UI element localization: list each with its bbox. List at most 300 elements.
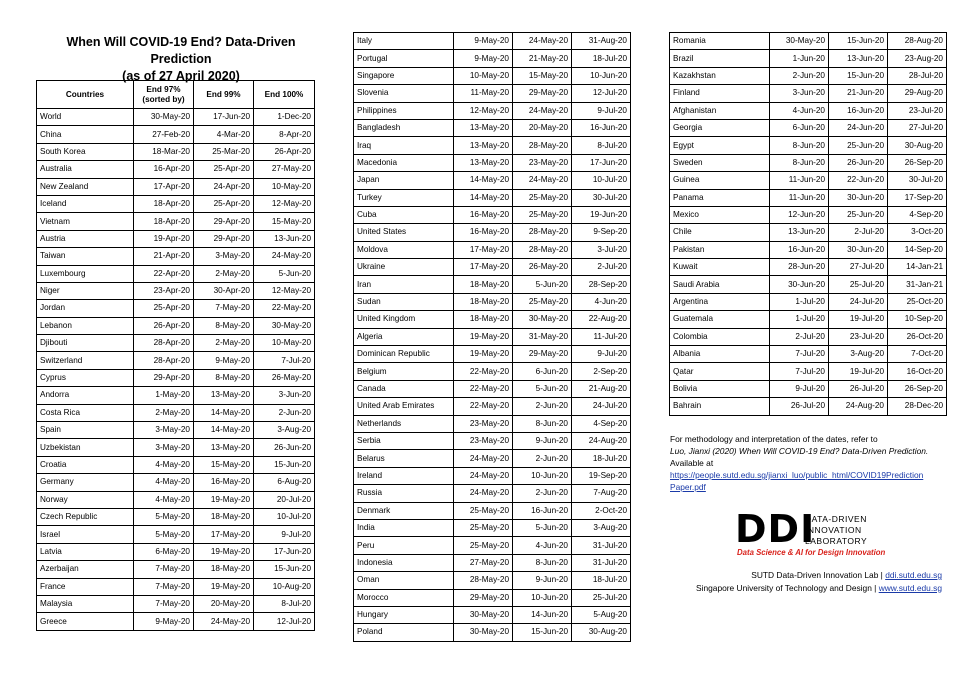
footer <box>670 569 942 594</box>
end-100-cell: 24-May-20 <box>254 248 315 265</box>
table-row <box>37 126 315 143</box>
table-row <box>37 456 315 473</box>
end-99-cell: 4-Jun-20 <box>513 537 572 554</box>
end-97-cell: 22-May-20 <box>454 398 513 415</box>
end-97-cell: 25-May-20 <box>454 537 513 554</box>
end-100-cell: 4-Sep-20 <box>572 415 631 432</box>
country-cell: World <box>37 109 134 126</box>
end-100-cell: 10-Jun-20 <box>572 67 631 84</box>
table-row <box>670 119 947 136</box>
end-97-cell: 4-Jun-20 <box>770 102 829 119</box>
ddi-logo-text: DATA-DRIVEN INNOVATION LABORATORY <box>805 514 868 546</box>
end-97-cell: 23-Apr-20 <box>134 282 194 299</box>
end-100-cell: 30-Aug-20 <box>572 624 631 641</box>
end-100-cell: 12-May-20 <box>254 282 315 299</box>
end-97-cell: 22-Apr-20 <box>134 265 194 282</box>
end-100-cell: 27-May-20 <box>254 161 315 178</box>
table-row <box>37 195 315 212</box>
country-cell: Macedonia <box>354 154 454 171</box>
end-97-cell: 3-Jun-20 <box>770 85 829 102</box>
end-99-cell: 22-Jun-20 <box>829 172 888 189</box>
country-cell: Taiwan <box>37 248 134 265</box>
end-97-cell: 28-May-20 <box>454 572 513 589</box>
table-row <box>354 276 631 293</box>
end-99-cell: 9-Jun-20 <box>513 572 572 589</box>
end-99-cell: 9-May-20 <box>194 352 254 369</box>
table-row <box>670 311 947 328</box>
end-100-cell: 31-Aug-20 <box>572 33 631 50</box>
country-cell: Philippines <box>354 102 454 119</box>
end-100-cell: 10-Sep-20 <box>888 311 947 328</box>
end-97-cell: 29-Apr-20 <box>134 369 194 386</box>
country-cell: Costa Rica <box>37 404 134 421</box>
country-cell: Guinea <box>670 172 770 189</box>
end-99-cell: 2-May-20 <box>194 335 254 352</box>
end-99-cell: 28-May-20 <box>513 137 572 154</box>
country-cell: Switzerland <box>37 352 134 369</box>
country-cell: Norway <box>37 491 134 508</box>
end-97-cell: 19-May-20 <box>454 346 513 363</box>
table-row <box>354 311 631 328</box>
note-intro: For methodology and interpretation of the dates, refer to <box>670 434 878 444</box>
table-row <box>37 300 315 317</box>
country-cell: Singapore <box>354 67 454 84</box>
note-citation: Luo, Jianxi (2020) When Will COVID-19 End? Data-Driven Prediction. <box>670 446 929 456</box>
table-row <box>37 613 315 630</box>
country-cell: Ireland <box>354 467 454 484</box>
end-99-cell: 14-May-20 <box>194 404 254 421</box>
end-99-cell: 25-Apr-20 <box>194 161 254 178</box>
country-cell: Qatar <box>670 363 770 380</box>
end-97-cell: 25-May-20 <box>454 502 513 519</box>
end-97-cell: 4-May-20 <box>134 456 194 473</box>
end-97-cell: 28-Apr-20 <box>134 335 194 352</box>
table-row <box>37 543 315 560</box>
end-97-cell: 9-May-20 <box>454 33 513 50</box>
end-100-cell: 25-Jul-20 <box>572 589 631 606</box>
end-100-cell: 5-Aug-20 <box>572 606 631 623</box>
end-97-cell: 2-Jul-20 <box>770 328 829 345</box>
end-100-cell: 30-Aug-20 <box>888 137 947 154</box>
country-cell: Djibouti <box>37 335 134 352</box>
end-100-cell: 4-Sep-20 <box>888 206 947 223</box>
end-100-cell: 26-Sep-20 <box>888 380 947 397</box>
end-99-cell: 13-May-20 <box>194 439 254 456</box>
table-row <box>670 137 947 154</box>
country-cell: Jordan <box>37 300 134 317</box>
end-100-cell: 26-Apr-20 <box>254 143 315 160</box>
footer-lab-line: SUTD Data-Driven Innovation Lab | ddi.sutd.edu.sg <box>751 570 942 580</box>
end-99-cell: 21-May-20 <box>513 50 572 67</box>
country-cell: Poland <box>354 624 454 641</box>
country-cell: India <box>354 519 454 536</box>
country-cell: Canada <box>354 380 454 397</box>
table-row <box>37 248 315 265</box>
ddi-logo-mark: DDI <box>735 507 816 551</box>
end-100-cell: 6-Aug-20 <box>254 474 315 491</box>
end-99-cell: 6-Jun-20 <box>513 363 572 380</box>
end-100-cell: 17-Jun-20 <box>572 154 631 171</box>
end-100-cell: 10-Jul-20 <box>254 508 315 525</box>
header-end-99: End 99% <box>194 81 254 109</box>
end-100-cell: 2-Oct-20 <box>572 502 631 519</box>
end-100-cell: 31-Jul-20 <box>572 537 631 554</box>
end-97-cell: 7-May-20 <box>134 578 194 595</box>
end-100-cell: 25-Oct-20 <box>888 293 947 310</box>
end-100-cell: 31-Jul-20 <box>572 554 631 571</box>
end-97-cell: 30-May-20 <box>454 606 513 623</box>
end-99-cell: 24-May-20 <box>513 172 572 189</box>
end-99-cell: 18-May-20 <box>194 508 254 525</box>
end-100-cell: 14-Sep-20 <box>888 241 947 258</box>
end-97-cell: 24-May-20 <box>454 485 513 502</box>
lab-link[interactable]: ddi.sutd.edu.sg <box>885 570 942 580</box>
end-99-cell: 2-Jun-20 <box>513 398 572 415</box>
country-cell: Denmark <box>354 502 454 519</box>
end-100-cell: 10-Aug-20 <box>254 578 315 595</box>
table-row <box>670 398 947 415</box>
country-cell: Oman <box>354 572 454 589</box>
country-cell: Moldova <box>354 241 454 258</box>
table-row <box>37 491 315 508</box>
header-end-100: End 100% <box>254 81 315 109</box>
end-97-cell: 7-Jul-20 <box>770 363 829 380</box>
table-row <box>670 206 947 223</box>
end-99-cell: 10-Jun-20 <box>513 467 572 484</box>
end-100-cell: 23-Jul-20 <box>888 102 947 119</box>
table-row <box>37 352 315 369</box>
end-100-cell: 16-Jun-20 <box>572 119 631 136</box>
end-99-cell: 8-May-20 <box>194 369 254 386</box>
end-99-cell: 15-Jun-20 <box>513 624 572 641</box>
table-row <box>670 102 947 119</box>
table-row <box>354 572 631 589</box>
country-cell: Indonesia <box>354 554 454 571</box>
table-row <box>37 439 315 456</box>
table-row <box>670 363 947 380</box>
table-row <box>354 606 631 623</box>
country-cell: Iceland <box>37 195 134 212</box>
end-97-cell: 13-May-20 <box>454 154 513 171</box>
country-cell: Portugal <box>354 50 454 67</box>
end-97-cell: 17-Apr-20 <box>134 178 194 195</box>
end-97-cell: 16-Jun-20 <box>770 241 829 258</box>
end-99-cell: 29-Apr-20 <box>194 230 254 247</box>
end-99-cell: 24-Jul-20 <box>829 293 888 310</box>
table-row <box>670 189 947 206</box>
end-100-cell: 14-Jan-21 <box>888 259 947 276</box>
country-cell: Finland <box>670 85 770 102</box>
end-97-cell: 9-Jul-20 <box>770 380 829 397</box>
end-99-cell: 25-Apr-20 <box>194 195 254 212</box>
end-99-cell: 7-May-20 <box>194 300 254 317</box>
table-row <box>670 276 947 293</box>
end-100-cell: 18-Jul-20 <box>572 50 631 67</box>
table-row <box>354 259 631 276</box>
end-100-cell: 3-Jul-20 <box>572 241 631 258</box>
end-97-cell: 30-May-20 <box>134 109 194 126</box>
end-99-cell: 16-Jun-20 <box>513 502 572 519</box>
end-99-cell: 14-May-20 <box>194 422 254 439</box>
end-97-cell: 22-May-20 <box>454 380 513 397</box>
country-cell: Austria <box>37 230 134 247</box>
end-100-cell: 5-Jun-20 <box>254 265 315 282</box>
end-99-cell: 4-Mar-20 <box>194 126 254 143</box>
end-99-cell: 10-Jun-20 <box>513 589 572 606</box>
document-title <box>41 34 321 85</box>
country-cell: Hungary <box>354 606 454 623</box>
table-row <box>354 328 631 345</box>
end-99-cell: 15-Jun-20 <box>829 67 888 84</box>
title-line-1: When Will COVID-19 End? Data-Driven Prediction <box>66 35 296 66</box>
country-cell: Cyprus <box>37 369 134 386</box>
country-cell: Colombia <box>670 328 770 345</box>
end-100-cell: 15-May-20 <box>254 213 315 230</box>
country-cell: Mexico <box>670 206 770 223</box>
end-99-cell: 9-Jun-20 <box>513 432 572 449</box>
country-cell: Serbia <box>354 432 454 449</box>
end-97-cell: 27-May-20 <box>454 554 513 571</box>
table-row <box>354 119 631 136</box>
end-99-cell: 2-Jul-20 <box>829 224 888 241</box>
country-cell: Niger <box>37 282 134 299</box>
country-cell: Vietnam <box>37 213 134 230</box>
country-cell: United States <box>354 224 454 241</box>
end-100-cell: 21-Aug-20 <box>572 380 631 397</box>
end-97-cell: 22-May-20 <box>454 363 513 380</box>
end-97-cell: 30-May-20 <box>770 33 829 50</box>
table-row <box>354 398 631 415</box>
country-cell: Azerbaijan <box>37 561 134 578</box>
end-100-cell: 3-Jun-20 <box>254 387 315 404</box>
end-97-cell: 18-Mar-20 <box>134 143 194 160</box>
table-row <box>37 369 315 386</box>
end-100-cell: 23-Aug-20 <box>888 50 947 67</box>
end-97-cell: 17-May-20 <box>454 259 513 276</box>
table-row <box>354 537 631 554</box>
end-97-cell: 6-May-20 <box>134 543 194 560</box>
end-100-cell: 30-May-20 <box>254 317 315 334</box>
table-row <box>354 33 631 50</box>
end-97-cell: 13-Jun-20 <box>770 224 829 241</box>
table-row <box>37 282 315 299</box>
end-97-cell: 18-May-20 <box>454 293 513 310</box>
end-99-cell: 19-Jul-20 <box>829 311 888 328</box>
table-row <box>37 387 315 404</box>
table-row <box>354 102 631 119</box>
end-100-cell: 26-May-20 <box>254 369 315 386</box>
end-99-cell: 15-May-20 <box>513 67 572 84</box>
end-100-cell: 29-Aug-20 <box>888 85 947 102</box>
end-100-cell: 26-Sep-20 <box>888 154 947 171</box>
end-99-cell: 21-Jun-20 <box>829 85 888 102</box>
end-99-cell: 8-Jun-20 <box>513 554 572 571</box>
end-99-cell: 30-Jun-20 <box>829 241 888 258</box>
country-cell: Dominican Republic <box>354 346 454 363</box>
end-100-cell: 13-Jun-20 <box>254 230 315 247</box>
end-100-cell: 26-Jun-20 <box>254 439 315 456</box>
end-100-cell: 8-Jul-20 <box>254 595 315 612</box>
country-cell: Panama <box>670 189 770 206</box>
table-row <box>354 154 631 171</box>
country-cell: Australia <box>37 161 134 178</box>
end-99-cell: 28-May-20 <box>513 224 572 241</box>
end-97-cell: 16-May-20 <box>454 224 513 241</box>
country-cell: Saudi Arabia <box>670 276 770 293</box>
table-row <box>37 317 315 334</box>
country-cell: Kuwait <box>670 259 770 276</box>
end-100-cell: 18-Jul-20 <box>572 572 631 589</box>
table-row <box>37 578 315 595</box>
country-cell: Egypt <box>670 137 770 154</box>
end-97-cell: 7-Jul-20 <box>770 346 829 363</box>
country-cell: Czech Republic <box>37 508 134 525</box>
title-line-2: (as of 27 April 2020) <box>122 69 240 83</box>
table-row <box>37 526 315 543</box>
end-100-cell: 1-Dec-20 <box>254 109 315 126</box>
table-row <box>37 474 315 491</box>
country-cell: Guatemala <box>670 311 770 328</box>
country-cell: Brazil <box>670 50 770 67</box>
table-row <box>670 241 947 258</box>
end-99-cell: 16-Jun-20 <box>829 102 888 119</box>
end-99-cell: 20-May-20 <box>194 595 254 612</box>
table-row <box>670 172 947 189</box>
end-99-cell: 29-May-20 <box>513 85 572 102</box>
country-cell: Uzbekistan <box>37 439 134 456</box>
table-row <box>354 172 631 189</box>
country-cell: Iraq <box>354 137 454 154</box>
country-cell: Albania <box>670 346 770 363</box>
end-99-cell: 18-May-20 <box>194 561 254 578</box>
table-row <box>670 346 947 363</box>
table-row <box>354 624 631 641</box>
table-row <box>354 189 631 206</box>
end-97-cell: 6-Jun-20 <box>770 119 829 136</box>
uni-link[interactable]: www.sutd.edu.sg <box>878 582 942 593</box>
end-99-cell: 19-Jul-20 <box>829 363 888 380</box>
end-97-cell: 18-Apr-20 <box>134 213 194 230</box>
end-99-cell: 25-May-20 <box>513 293 572 310</box>
country-cell: Lebanon <box>37 317 134 334</box>
country-cell: Netherlands <box>354 415 454 432</box>
table-row <box>354 224 631 241</box>
table-row <box>354 450 631 467</box>
table-row <box>354 137 631 154</box>
end-99-cell: 29-May-20 <box>513 346 572 363</box>
end-100-cell: 12-Jul-20 <box>572 85 631 102</box>
end-97-cell: 26-Apr-20 <box>134 317 194 334</box>
end-99-cell: 5-Jun-20 <box>513 276 572 293</box>
country-cell: United Arab Emirates <box>354 398 454 415</box>
end-100-cell: 11-Jul-20 <box>572 328 631 345</box>
end-99-cell: 30-May-20 <box>513 311 572 328</box>
table-row <box>354 241 631 258</box>
table-row <box>354 293 631 310</box>
end-100-cell: 27-Jul-20 <box>888 119 947 136</box>
end-97-cell: 27-Feb-20 <box>134 126 194 143</box>
end-97-cell: 24-May-20 <box>454 450 513 467</box>
end-99-cell: 5-Jun-20 <box>513 380 572 397</box>
end-100-cell: 28-Dec-20 <box>888 398 947 415</box>
end-97-cell: 7-May-20 <box>134 595 194 612</box>
end-100-cell: 28-Aug-20 <box>888 33 947 50</box>
end-97-cell: 2-Jun-20 <box>770 67 829 84</box>
table-row <box>354 519 631 536</box>
end-99-cell: 19-May-20 <box>194 543 254 560</box>
country-cell: Latvia <box>37 543 134 560</box>
end-100-cell: 19-Jun-20 <box>572 206 631 223</box>
end-97-cell: 30-Jun-20 <box>770 276 829 293</box>
end-99-cell: 15-Jun-20 <box>829 33 888 50</box>
end-100-cell: 22-May-20 <box>254 300 315 317</box>
country-cell: Luxembourg <box>37 265 134 282</box>
country-cell: China <box>37 126 134 143</box>
end-100-cell: 7-Jul-20 <box>254 352 315 369</box>
end-99-cell: 26-May-20 <box>513 259 572 276</box>
country-cell: New Zealand <box>37 178 134 195</box>
end-100-cell: 15-Jun-20 <box>254 456 315 473</box>
end-97-cell: 13-May-20 <box>454 137 513 154</box>
end-99-cell: 8-May-20 <box>194 317 254 334</box>
end-100-cell: 16-Oct-20 <box>888 363 947 380</box>
ddi-tagline: Data Science & AI for Design Innovation <box>737 548 886 557</box>
country-cell: Greece <box>37 613 134 630</box>
table-row <box>670 259 947 276</box>
end-97-cell: 21-Apr-20 <box>134 248 194 265</box>
end-97-cell: 25-Apr-20 <box>134 300 194 317</box>
table-row <box>670 33 947 50</box>
end-97-cell: 17-May-20 <box>454 241 513 258</box>
paper-link[interactable]: https://people.sutd.edu.sg/jianxi_luo/public_html/COVID19Prediction Paper.pdf <box>670 470 924 492</box>
country-cell: Belarus <box>354 450 454 467</box>
table-row <box>354 346 631 363</box>
header-countries: Countries <box>37 81 134 109</box>
table-row <box>354 502 631 519</box>
end-99-cell: 23-May-20 <box>513 154 572 171</box>
country-cell: Argentina <box>670 293 770 310</box>
end-97-cell: 3-May-20 <box>134 422 194 439</box>
end-97-cell: 14-May-20 <box>454 172 513 189</box>
end-99-cell: 20-May-20 <box>513 119 572 136</box>
end-97-cell: 19-Apr-20 <box>134 230 194 247</box>
country-cell: Turkey <box>354 189 454 206</box>
end-100-cell: 10-Jul-20 <box>572 172 631 189</box>
table-header-row <box>37 81 315 109</box>
end-100-cell: 28-Jul-20 <box>888 67 947 84</box>
end-99-cell: 3-Aug-20 <box>829 346 888 363</box>
end-100-cell: 12-Jul-20 <box>254 613 315 630</box>
table-row <box>37 143 315 160</box>
end-97-cell: 12-May-20 <box>454 102 513 119</box>
table-row <box>354 485 631 502</box>
end-99-cell: 31-May-20 <box>513 328 572 345</box>
end-97-cell: 1-May-20 <box>134 387 194 404</box>
country-cell: Peru <box>354 537 454 554</box>
country-cell: Malaysia <box>37 595 134 612</box>
end-97-cell: 24-May-20 <box>454 467 513 484</box>
table-row <box>354 467 631 484</box>
end-99-cell: 14-Jun-20 <box>513 606 572 623</box>
end-100-cell: 18-Jul-20 <box>572 450 631 467</box>
country-cell: United Kingdom <box>354 311 454 328</box>
table-row <box>354 589 631 606</box>
end-97-cell: 1-Jul-20 <box>770 293 829 310</box>
end-97-cell: 8-Jun-20 <box>770 154 829 171</box>
country-cell: Spain <box>37 422 134 439</box>
table-row <box>354 415 631 432</box>
end-100-cell: 15-Jun-20 <box>254 561 315 578</box>
